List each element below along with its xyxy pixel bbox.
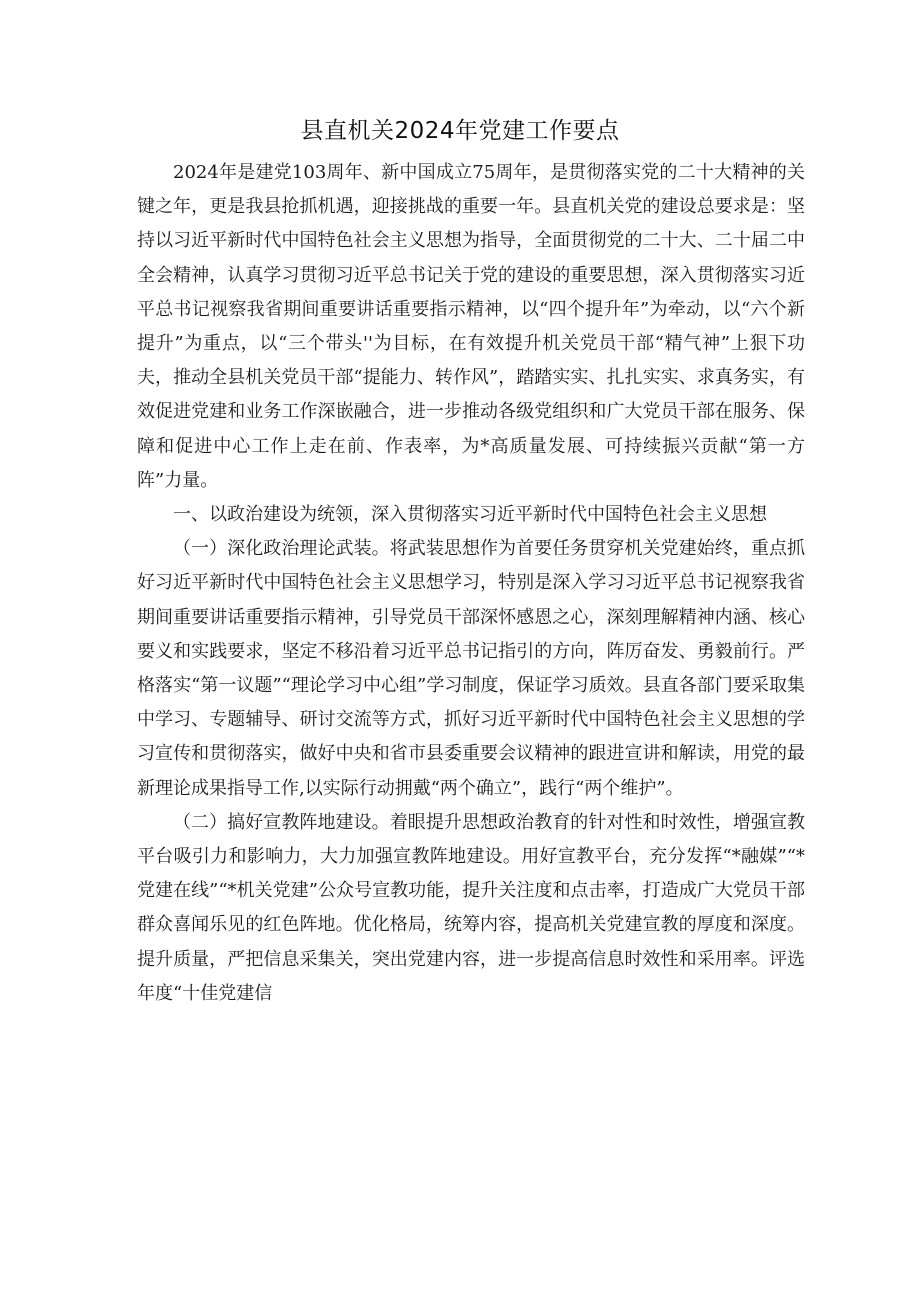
intro-paragraph: 2024年是建党103周年、新中国成立75周年，是贯彻落实党的二十大精神的关键之年，更是我县抢抓机遇，迎接挑战的重要一年。县直机关党的建设总要求是：坚持以习近平新时代中国特色社会主义思想为指导，全面贯彻党的二十大、二十届二中全会精神，认真学习贯彻习近平总书记关于党的建设的重要思想，深入贯彻落实习近平总书记视察我省期间重要讲话重要指示精神，以“四个提升年”为牵动，以“六个新提升”为重点，以“三个带头''为目标，在有效提升机关党员干部“精气神”上狠下功夫，推动全县机关党员干部“提能力、转作风”，踏踏实实、扎扎实实、求真务实，有效促进党建和业务工作深嵌融合，进一步推动各级党组织和广大党员干部在服务、保障和促进中心工作上走在前、作表率，为*高质量发展、可持续振兴贡献“第一方阵”力量。 (137, 162, 805, 491)
document-body (137, 156, 805, 1011)
subsection-paragraph-1: （一）深化政治理论武装。将武装思想作为首要任务贯穿机关党建始终，重点抓好习近平新时代中国特色社会主义思想学习，特别是深入学习习近平总书记视察我省期间重要讲话重要指示精神，引导党员干部深怀感恩之心，深刻理解精神内涵、核心要义和实践要求，坚定不移沿着习近平总书记指引的方向，阵厉奋发、勇毅前行。严格落实“第一议题”“理论学习中心组”学习制度，保证学习质效。县直各部门要采取集中学习、专题辅导、研讨交流等方式，抓好习近平新时代中国特色社会主义思想的学习宣传和贯彻落实，做好中央和省市县委重要会议精神的跟进宣讲和解读，用党的最新理论成果指导工作,以实际行动拥戴“两个确立”，践行“两个维护”。 (137, 538, 805, 799)
document-title: 县直机关2024年党建工作要点 (300, 118, 620, 144)
subsection-paragraph-2: （二）搞好宣教阵地建设。着眼提升思想政治教育的针对性和时效性，增强宣教平台吸引力和影响力，大力加强宣教阵地建设。用好宣教平台，充分发挥“*融媒”“*党建在线”“*机关党建”公众号宣教功能，提升关注度和点击率，打造成广大党员干部群众喜闻乐见的红色阵地。优化格局，统筹内容，提高机关党建宣教的厚度和深度。提升质量，严把信息采集关，突出党建内容，进一步提高信息时效性和采用率。评选年度“十佳党建信 (137, 811, 805, 1004)
section-heading-1: 一、以政治建设为统领，深入贯彻落实习近平新时代中国特色社会主义思想 (173, 504, 767, 526)
